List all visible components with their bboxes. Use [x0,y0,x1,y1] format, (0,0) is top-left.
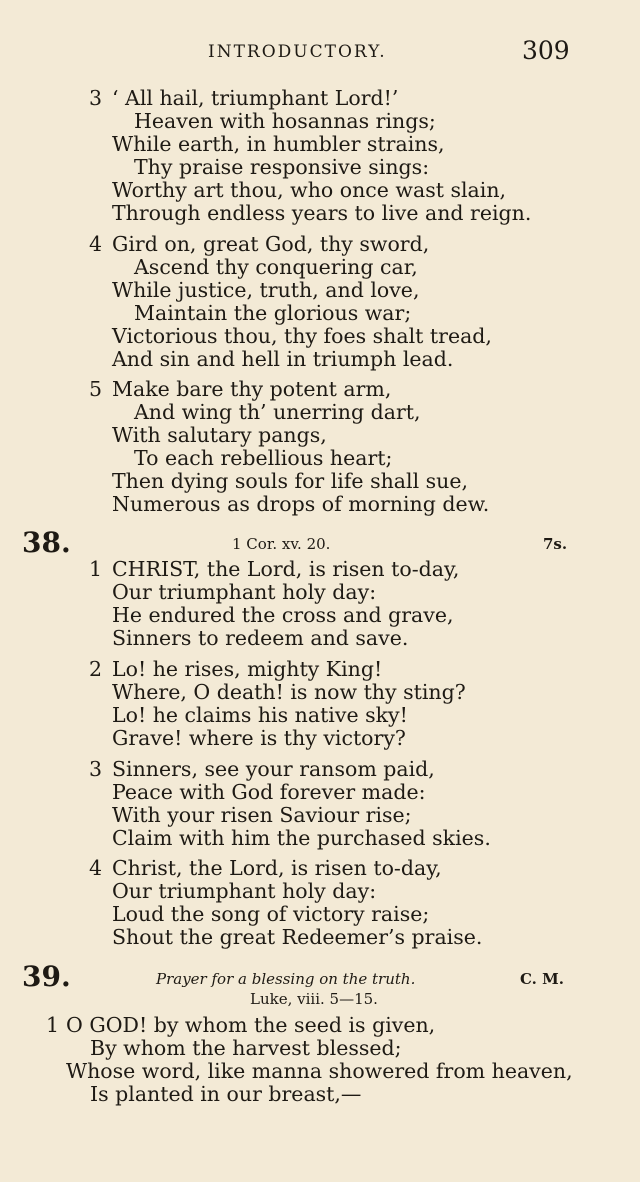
verse-line: Sinners, see your ransom paid, [112,757,435,781]
verse-line: To each rebellious heart; [134,446,393,470]
hymn-number: 39. [22,960,71,993]
running-head: INTRODUCTORY. [208,42,387,62]
stanza-number: 4 [89,856,103,880]
verse-line: ‘ All hail, triumphant Lord!’ [112,86,399,110]
verse-line: While earth, in humbler strains, [112,132,445,156]
verse-line: Worthy art thou, who once wast slain, [112,178,507,202]
verse-line: Maintain the glorious war; [134,301,412,325]
hymn-scripture: 1 Cor. xv. 20. [232,535,331,553]
verse-line: Where, O death! is now thy sting? [112,680,466,704]
verse-line: Heaven with hosannas rings; [134,109,436,133]
verse-line: Through endless years to live and reign. [112,201,532,225]
verse-line: Sinners to redeem and save. [112,626,409,650]
verse-line: He endured the cross and grave, [112,603,454,627]
stanza-number: 4 [89,232,103,256]
verse-line: O GOD! by whom the seed is given, [66,1013,436,1037]
hymn-title: Prayer for a blessing on the truth. [156,970,416,988]
verse-line: Thy praise responsive sings: [134,155,430,179]
verse-line: Shout the great Redeemer’s praise. [112,925,483,949]
verse-line: Our triumphant holy day: [112,879,377,903]
hymn-scripture: Luke, viii. 5—15. [250,990,378,1008]
verse-line: Christ, the Lord, is risen to-day, [112,856,442,880]
verse-line: Our triumphant holy day: [112,580,377,604]
verse-line: Then dying souls for life shall sue, [112,469,469,493]
verse-line: Numerous as drops of morning dew. [112,492,490,516]
stanza-number: 2 [89,657,103,681]
stanza-number: 1 [46,1013,60,1037]
verse-line: And sin and hell in triumph lead. [112,347,454,371]
verse-line: Is planted in our breast,— [90,1082,362,1106]
verse-line: Claim with him the purchased skies. [112,826,491,850]
verse-line: Gird on, great God, thy sword, [112,232,430,256]
verse-line: Grave! where is thy victory? [112,726,406,750]
verse-line: Peace with God forever made: [112,780,426,804]
verse-line: By whom the harvest blessed; [90,1036,402,1060]
stanza-number: 1 [89,557,103,581]
verse-line: With salutary pangs, [112,423,327,447]
stanza-number: 5 [89,377,103,401]
verse-line: While justice, truth, and love, [112,278,420,302]
verse-line: With your risen Saviour rise; [112,803,412,827]
verse-line: CHRIST, the Lord, is risen to-day, [112,557,460,581]
hymn-number: 38. [22,526,71,559]
hymn-meter: C. M. [520,970,564,988]
stanza-number: 3 [89,86,103,110]
page-number: 309 [522,36,570,65]
verse-line: Loud the song of victory raise; [112,902,430,926]
stanza-number: 3 [89,757,103,781]
verse-line: Ascend thy conquering car, [134,255,418,279]
verse-line: And wing th’ unerring dart, [134,400,421,424]
verse-line: Lo! he claims his native sky! [112,703,408,727]
verse-line: Victorious thou, thy foes shalt tread, [112,324,492,348]
verse-line: Make bare thy potent arm, [112,377,392,401]
verse-line: Lo! he rises, mighty King! [112,657,383,681]
verse-line: Whose word, like manna showered from heaven, [66,1059,573,1083]
hymn-meter: 7s. [543,535,568,553]
